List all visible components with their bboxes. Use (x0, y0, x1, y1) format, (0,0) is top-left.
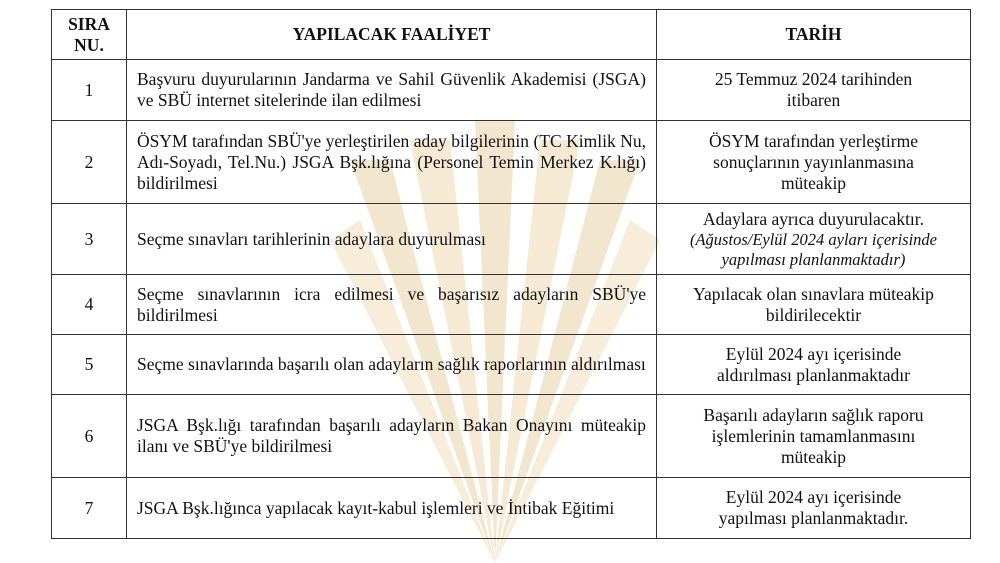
row-activity: JSGA Bşk.lığınca yapılacak kayıt-kabul işlemleri ve İntibak Eğitimi (127, 478, 657, 539)
row-date-line: Adaylara ayrıca duyurulacaktır. (702, 208, 925, 229)
row-date-line: sonuçlarının yayınlanmasına (713, 151, 914, 172)
row-date-line: müteakip (780, 172, 847, 193)
row-date-line: Yapılacak olan sınavlara müteakip (693, 283, 934, 304)
header-sira-line2: NU. (74, 34, 104, 55)
row-date (657, 335, 971, 395)
table-row (52, 121, 971, 204)
row-date (657, 60, 971, 121)
row-date-line: işlemlerinin tamamlanmasını (711, 425, 916, 446)
table-header-row (52, 10, 971, 60)
row-date-line: Eylül 2024 ayı içerisinde (725, 487, 902, 507)
row-date-line: aldırılması planlanmaktadır (717, 364, 910, 385)
row-date (657, 204, 971, 275)
row-date-line: 25 Temmuz 2024 tarihinden (714, 69, 913, 89)
row-activity: Seçme sınavlarında başarılı olan adayların sağlık raporlarının aldırılması (127, 335, 657, 395)
row-activity: ÖSYM tarafından SBÜ'ye yerleştirilen aday bilgilerinin (TC Kimlik Nu, Adı-Soyadı, Tel.Nu.) JSGA Bşk.lığına (Personel Temin Merkez K.lığı) bildirilmesi (127, 121, 657, 204)
table-row (52, 478, 971, 539)
row-number: 1 (52, 60, 127, 121)
row-date-line: itibaren (786, 90, 841, 110)
row-date-line: Başarılı adayların sağlık raporu (703, 404, 924, 425)
row-number: 6 (52, 395, 127, 478)
row-number: 3 (52, 204, 127, 275)
header-activity: YAPILACAK FAALİYET (127, 10, 657, 60)
row-date-note: yapılması planlanmaktadır) (721, 249, 906, 269)
table-row (52, 395, 971, 478)
row-date-line: ÖSYM tarafından yerleştirme (709, 130, 918, 151)
row-number: 2 (52, 121, 127, 204)
row-date-line: müteakip (780, 446, 847, 467)
table-row (52, 335, 971, 395)
row-date-line: yapılması planlanmaktadır. (718, 508, 909, 528)
row-date (657, 478, 971, 539)
header-date: TARİH (657, 10, 971, 60)
row-number: 4 (52, 275, 127, 335)
row-number: 5 (52, 335, 127, 395)
row-activity: Başvuru duyurularının Jandarma ve Sahil Güvenlik Akademisi (JSGA) ve SBÜ internet sitelerinde ilan edilmesi (127, 60, 657, 121)
row-activity: Seçme sınavlarının icra edilmesi ve başarısız adayların SBÜ'ye bildirilmesi (127, 275, 657, 335)
row-date (657, 121, 971, 204)
row-date-note: (Ağustos/Eylül 2024 ayları içerisinde (689, 229, 937, 249)
header-sira-nu (52, 10, 127, 60)
table-row (52, 204, 971, 275)
row-activity: JSGA Bşk.lığı tarafından başarılı adayların Bakan Onayını müteakip ilanı ve SBÜ'ye bildirilmesi (127, 395, 657, 478)
table-row (52, 275, 971, 335)
row-number: 7 (52, 478, 127, 539)
schedule-table (51, 9, 971, 539)
table-row (52, 60, 971, 121)
row-date (657, 395, 971, 478)
header-sira-line1: SIRA (68, 13, 110, 34)
row-date-line: bildirilecektir (765, 304, 862, 325)
row-activity: Seçme sınavları tarihlerinin adaylara duyurulması (127, 204, 657, 275)
row-date (657, 275, 971, 335)
row-date-line: Eylül 2024 ayı içerisinde (725, 343, 902, 364)
